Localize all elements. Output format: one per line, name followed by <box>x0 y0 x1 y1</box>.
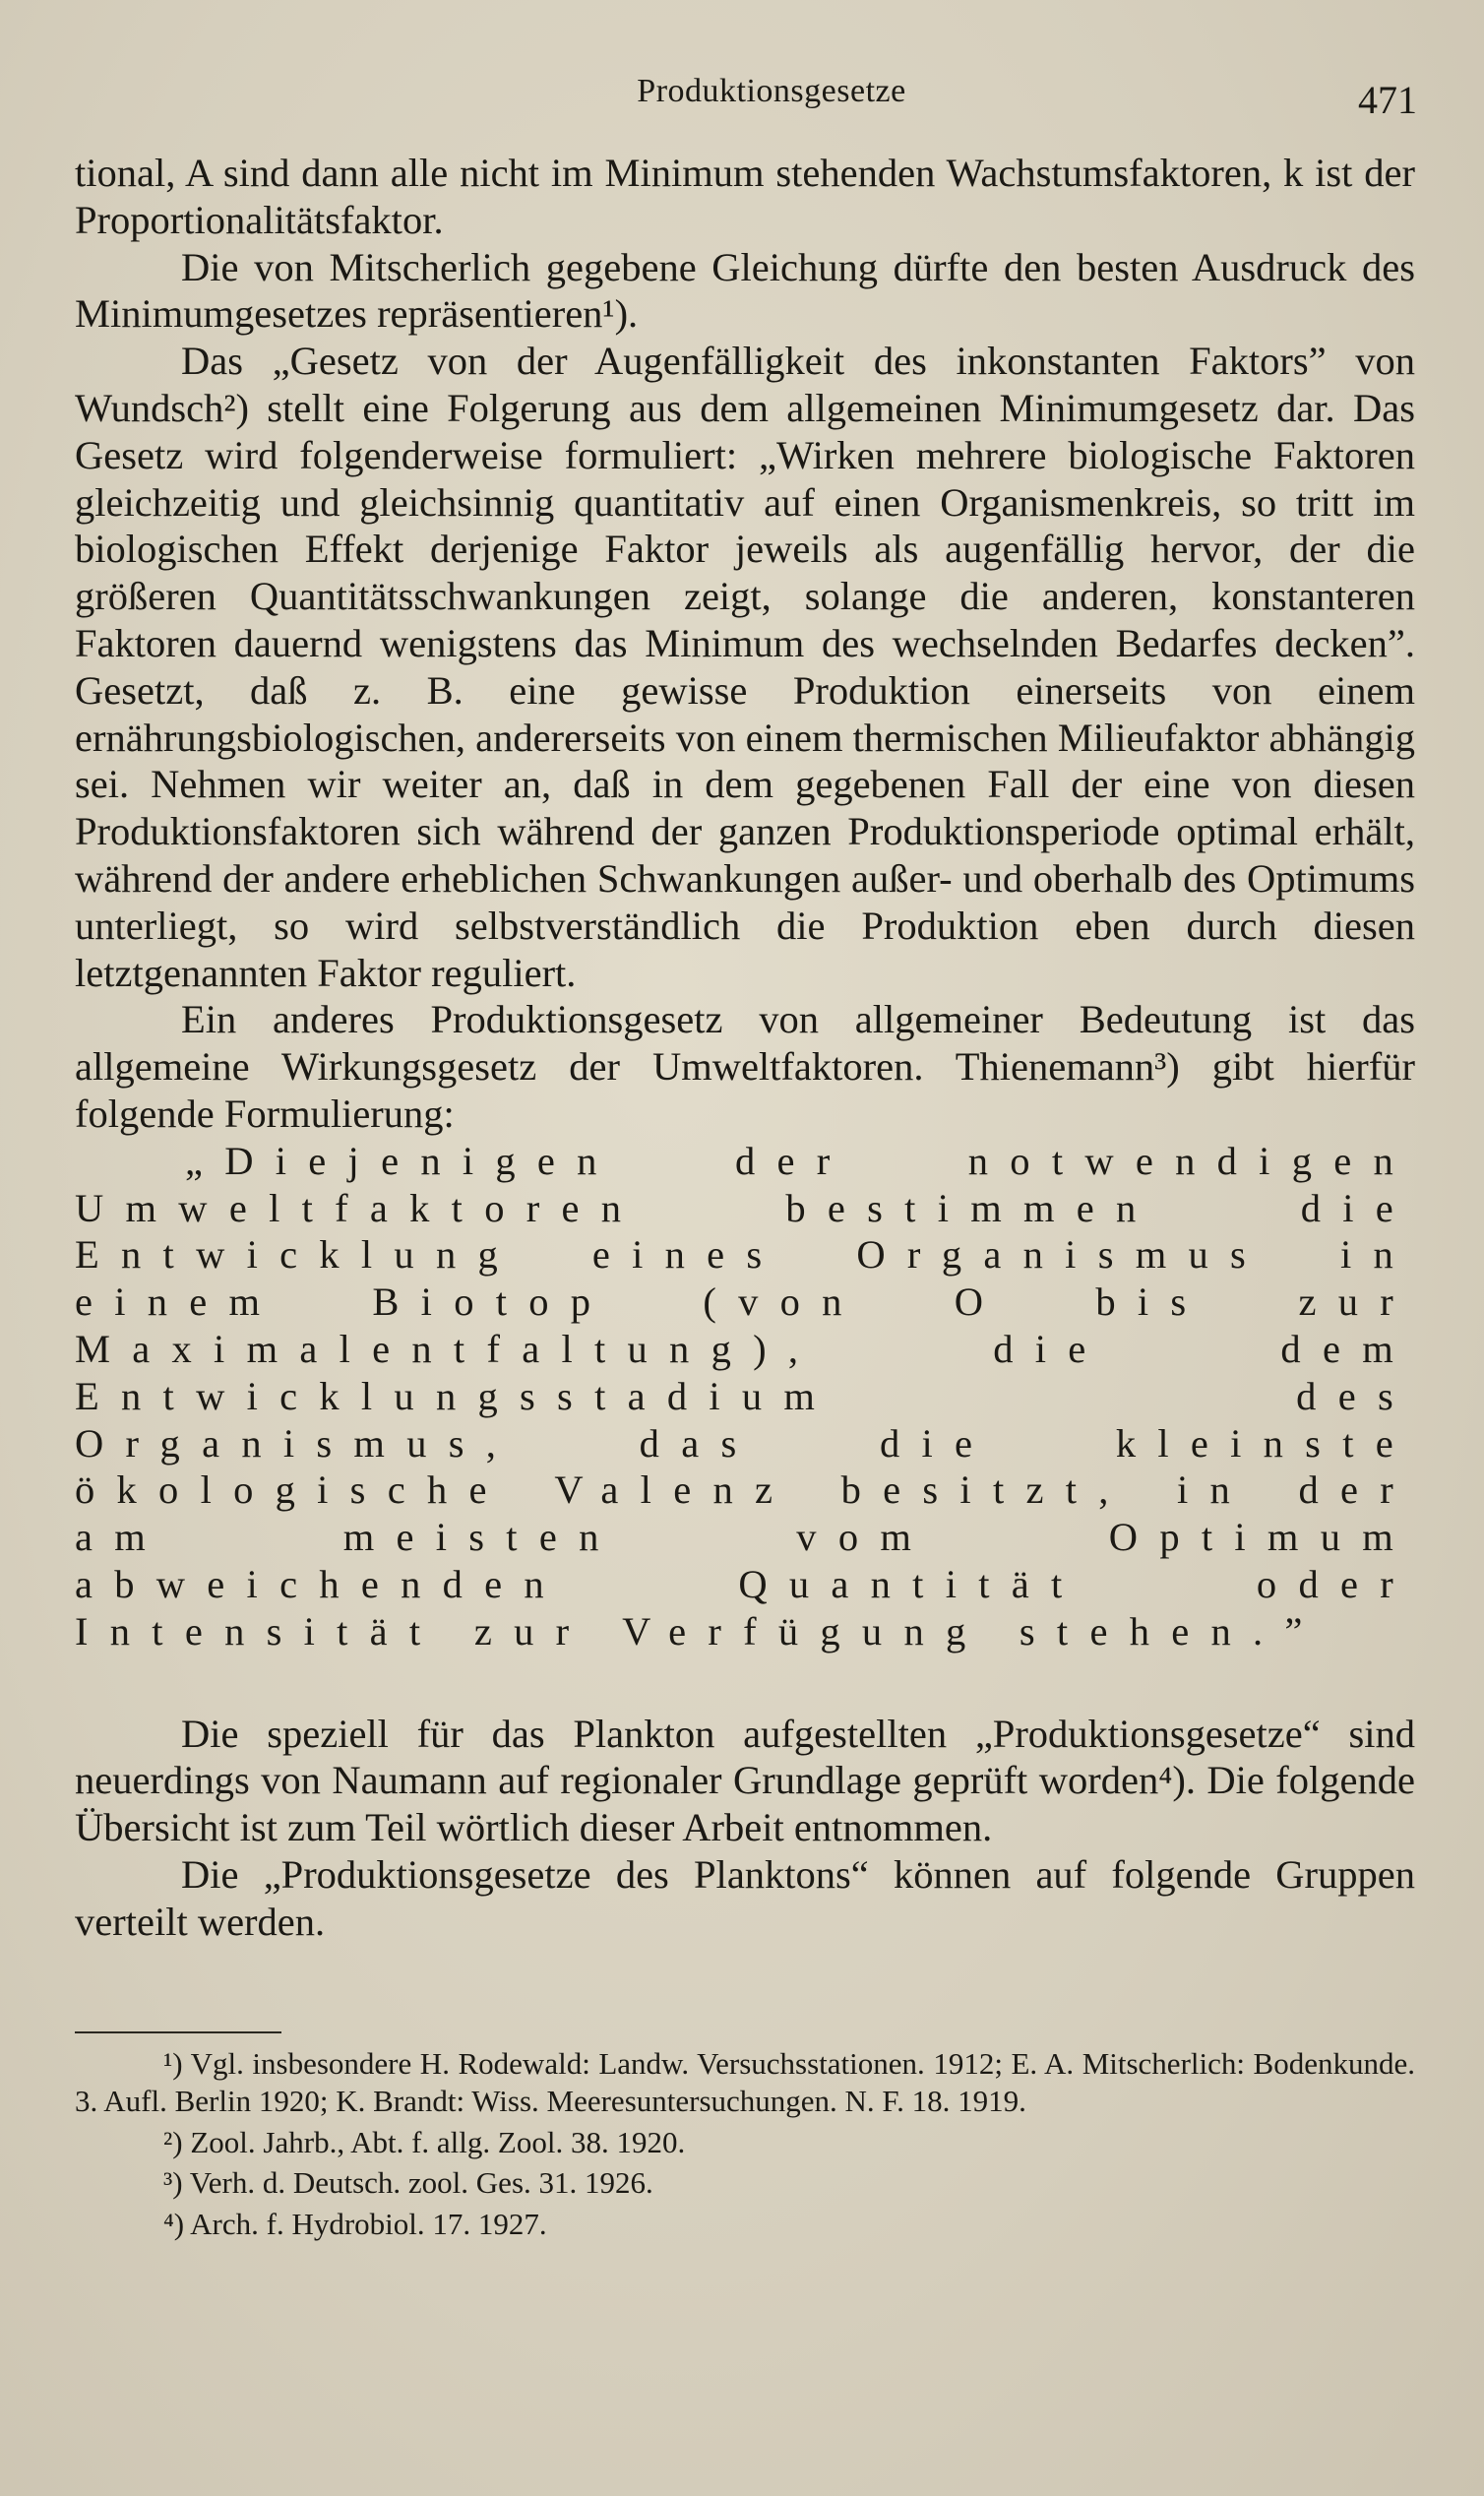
body-text <box>75 150 1415 1945</box>
footnote-1: ¹) Vgl. insbesondere H. Rodewald: Landw. Versuchsstationen. 1912; E. A. Mitscherlich: Bodenkunde. 3. Aufl. Berlin 1920; K. Brandt: Wiss. Meeresuntersuchungen. N. F. 18. 1919. <box>75 2046 1415 2118</box>
paragraph-4: Ein anderes Produktionsgesetz von allgemeiner Bedeutung ist das allgemeine Wirkungsgesetz der Umweltfaktoren. Thienemann³) gibt hierfür folgende Formulierung: <box>75 997 1415 1136</box>
page-number: 471 <box>1358 78 1417 122</box>
section-gap <box>75 1655 1415 1711</box>
paragraph-3: Das „Gesetz von der Augenfälligkeit des inkonstanten Faktors” von Wundsch²) stellt eine Folgerung aus dem allgemeinen Minimumgesetz dar. Das Gesetz wird folgenderweise formuliert: „Wirken mehrere biologische Faktoren gleichzeitig und gleichsinnig quantitativ auf einen Organismenkreis, so tritt im biologischen Effekt derjenige Faktor jeweils als augenfällig hervor, der die größeren Quantitätsschwankungen zeigt, solange die anderen, konstanteren Faktoren dauernd wenigstens das Minimum des wechselnden Bedarfes decken”. Gesetzt, daß z. B. eine gewisse Produktion einerseits von einem ernährungsbiologischen, andererseits von einem thermischen Milieufaktor abhängig sei. Nehmen wir weiter an, daß in dem gegebenen Fall der eine von diesen Produktionsfaktoren sich während der ganzen Produktionsperiode optimal erhält, während der andere erheblichen Schwankungen außer- und oberhalb des Optimums unterliegt, so wird selbstverständlich die Produktion eben durch diesen letztgenannten Faktor reguliert. <box>75 339 1415 995</box>
paragraph-2: Die von Mitscherlich gegebene Gleichung dürfte den besten Ausdruck des Minimumgesetzes repräsentieren¹). <box>75 244 1415 337</box>
footnote-4: ⁴) Arch. f. Hydrobiol. 17. 1927. <box>163 2207 547 2242</box>
footnote-3: ³) Verh. d. Deutsch. zool. Ges. 31. 1926. <box>163 2165 653 2201</box>
footnote-2: ²) Zool. Jahrb., Abt. f. allg. Zool. 38. 1920. <box>163 2124 686 2159</box>
running-title: Produktionsgesetze <box>637 73 906 109</box>
paragraph-5: Die speziell für das Plankton aufgestellten „Produktionsgesetze“ sind neuerdings von Naumann auf regionaler Grundlage geprüft worden⁴). Die folgende Übersicht ist zum Teil wörtlich dieser Arbeit entnommen. <box>75 1711 1415 1850</box>
paragraph-1: tional, A sind dann alle nicht im Minimum stehenden Wachstumsfaktoren, k ist der Proportionalitätsfaktor. <box>75 151 1415 242</box>
paragraph-6: Die „Produktionsgesetze des Planktons“ können auf folgende Gruppen verteilt werden. <box>75 1851 1415 1944</box>
block-quote: „Diejenigen der notwendigen Umweltfaktoren bestimmen die Entwicklung eines Organismus in einem Biotop (von O bis zur Maximalentfaltung), die dem Entwicklungsstadium des Organismus, das die kleinste ökologische Valenz besitzt, in der am meisten vom Optimum abweichenden Quantität oder Intensität zur Verfügung stehen.” <box>75 1138 1415 1654</box>
footnotes <box>75 2045 1415 2247</box>
footnote-rule <box>75 2031 281 2033</box>
